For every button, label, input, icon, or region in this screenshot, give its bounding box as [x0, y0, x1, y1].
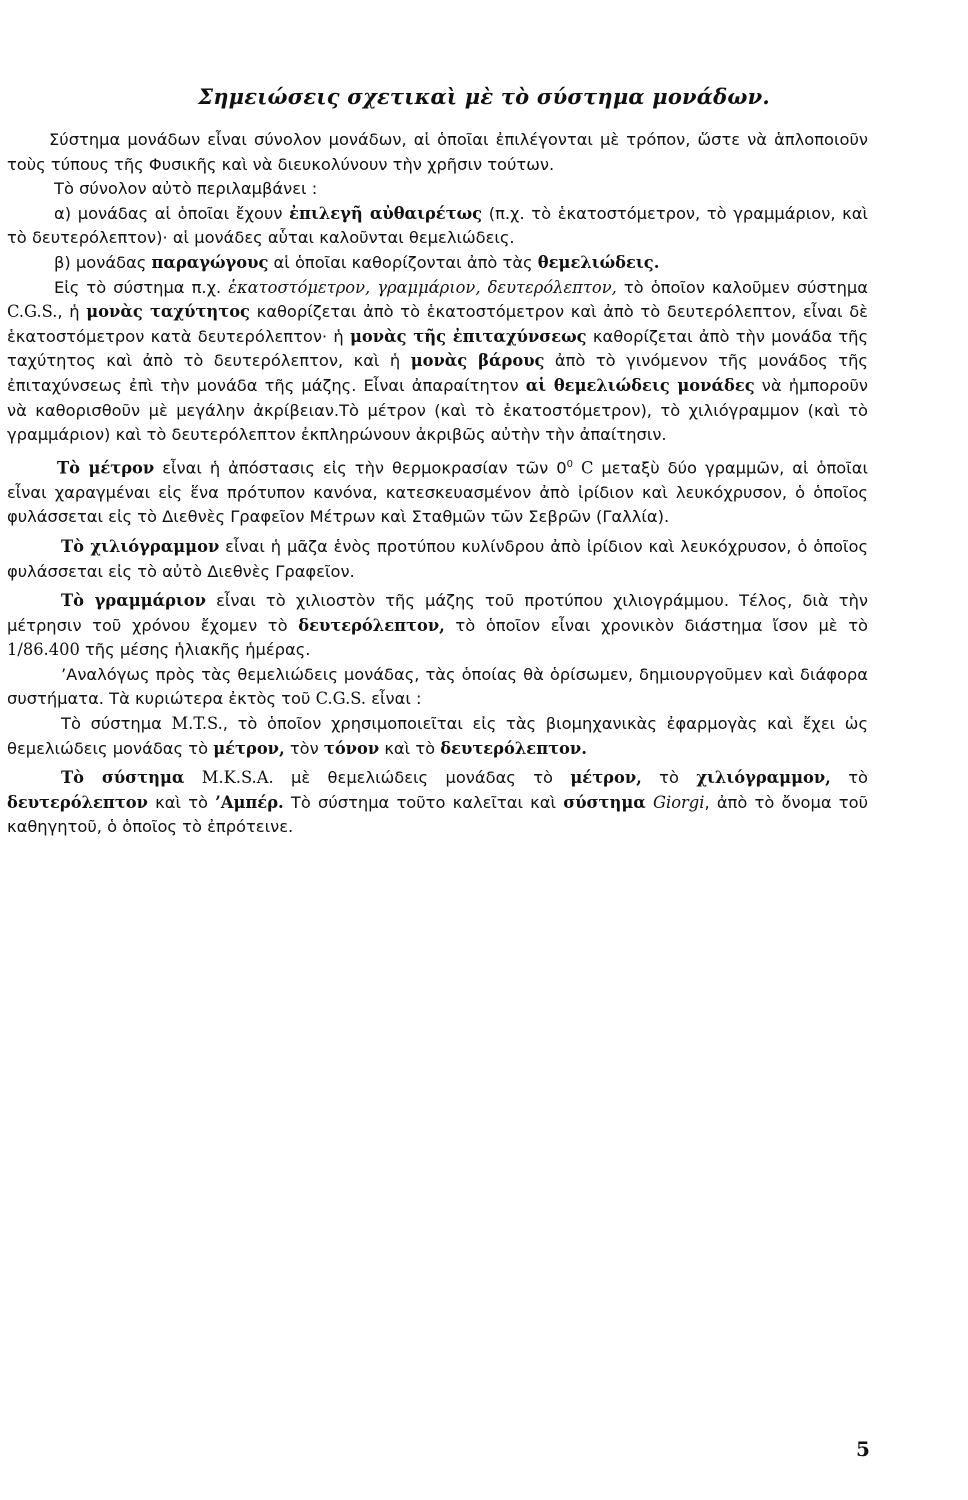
- paragraph-gram: [7, 589, 868, 663]
- text-run: τὸ: [830, 768, 868, 788]
- paragraph-definition: Σύστημα μονάδων εἶναι σύνολον μονάδων, αἱ ὁποῖαι ἐπιλέγονται μὲ τρόπον, ὥστε νὰ ἁπλοποιοῦν τοὺς τύπους τῆς Φυσικῆς καὶ νὰ διευκολύνουν τὴν χρῆσιν τούτων.: [7, 130, 868, 174]
- bold-term: ἐπιλεγῆ αὐθαιρέτως: [289, 203, 483, 223]
- page-number: 5: [856, 1437, 870, 1461]
- text-run: εἶναι ἡ ἀπόστασις εἰς τὴν θερμοκρασίαν τῶν: [154, 458, 557, 478]
- celsius-unit: C: [572, 458, 594, 478]
- text-run: , ἀπὸ τὸ ὄνομα τοῦ καθηγητοῦ, ὁ ὁποῖος τὸ ἐπρότεινε.: [7, 792, 868, 837]
- bold-term: θεμελιώδεις.: [537, 252, 660, 272]
- text-run: ’Αναλόγως πρὸς τὰς θεμελιώδεις μονάδας, τὰς ὁποίας θὰ ὁρίσωμεν, δημιουργοῦμεν καὶ διάφορα συστήματα. Τὰ κυριώτερα ἐκτὸς τοῦ: [7, 664, 868, 709]
- text-run: καὶ τὸ: [379, 738, 441, 758]
- bold-term: αἱ θεμελιώδεις μονάδες: [525, 375, 755, 395]
- bold-term: τόνον: [323, 738, 380, 758]
- paragraph-fundamental-units: [7, 202, 868, 251]
- bold-term: παραγώγους: [151, 252, 269, 272]
- paragraph-derived-units: [7, 251, 868, 276]
- italic-name: Giorgi: [653, 792, 705, 812]
- text-run: καὶ τὸ: [147, 792, 216, 812]
- system-abbrev: C.G.S.: [7, 302, 58, 322]
- text-run: Εἰς τὸ σύστημα π.χ.: [54, 277, 229, 297]
- system-abbrev: C.G.S.: [315, 689, 367, 709]
- text-run: τὸ: [641, 768, 697, 788]
- system-abbrev: M.K.S.A.: [184, 768, 274, 788]
- paragraph-mts-system: [7, 712, 868, 761]
- paragraph-systems-intro: [7, 663, 868, 712]
- bold-term: Τὸ σύστημα: [61, 768, 185, 788]
- bold-term: δευτερόλεπτον: [7, 792, 148, 812]
- bold-term: μονὰς τῆς ἐπιταχύνσεως: [350, 326, 587, 346]
- text-run: τῆς μέσης ἡλιακῆς ἡμέρας.: [79, 640, 311, 660]
- document-body: [7, 128, 868, 840]
- bold-term: δευτερόλεπτον.: [440, 738, 587, 758]
- bold-term: ’Αμπέρ.: [215, 792, 284, 812]
- temperature-value: 0: [556, 458, 567, 478]
- bold-term: μονὰς βάρους: [410, 351, 545, 371]
- bold-term: χιλιόγραμμον,: [696, 768, 831, 788]
- text-run: εἶναι ἡ μᾶζα ἑνὸς προτύπου κυλίνδρου ἀπὸ ἰρίδιον καὶ λευκόχρυσον, ὁ ὁποῖος φυλάσσεται εἰς τὸ αὐτὸ Διεθνὲς Γραφεῖον.: [7, 536, 868, 581]
- paragraph-mksa-system: [7, 766, 868, 840]
- text-run: Τὸ σύστημα τοῦτο καλεῖται καὶ: [283, 792, 564, 812]
- text-run: Τὸ σύστημα: [61, 714, 172, 734]
- text-run: , ἡ: [57, 302, 87, 322]
- paragraph-cgs-system: [7, 276, 868, 448]
- bold-term: μονὰς ταχύτητος: [86, 302, 250, 322]
- text-run: νὰ ἠμποροῦν νὰ καθορισθοῦν μὲ μεγάλην ἀκρίβειαν.Τὸ μέτρον (καὶ τὸ ἑκατοστόμετρον), τὸ χιλιόγραμμον (καὶ τὸ γραμμάριον) καὶ τὸ δευτερόλεπτον ἐκπληρώνουν ἀκριβῶς αὐτὴν τὴν ἀπαίτησιν.: [7, 375, 868, 445]
- text-run: ἀπὸ τὸ γινόμενον τῆς μονάδος τῆς ἐπιταχύνσεως ἐπὶ τὴν μονάδα τῆς μάζης. Εἶναι ἀπαραίτητον: [7, 351, 868, 395]
- text-run: εἶναι :: [366, 689, 422, 709]
- text-run: καθορίζεται ἀπὸ τὴν μονάδα τῆς ταχύτητος καὶ ἀπὸ τὸ δευτερόλεπτον, καὶ ἡ: [7, 326, 869, 371]
- bold-term: Τὸ μέτρον: [57, 458, 155, 478]
- text-run: μὲ θεμελιώδεις μονάδας τὸ: [273, 768, 571, 788]
- text-run: εἶναι τὸ χιλιοστὸν τῆς μάζης τοῦ προτύπου χιλιογράμμου. Τέλος, διὰ τὴν μέτρησιν τοῦ χρόνου ἔχομεν τὸ: [7, 591, 868, 635]
- text-run: τὸ ὁποῖον καλοῦμεν σύστημα: [616, 277, 868, 297]
- text-run: μεταξὺ δύο γραμμῶν, αἱ ὁποῖαι εἶναι χαραγμέναι εἰς ἕνα πρότυπον κανόνα, κατεσκευασμένον ἀπὸ ἰρίδιον καὶ λευκόχρυσον, ὁ ὁποῖος φυλάσσεται εἰς τὸ Διεθνὲς Γραφεῖον Μέτρων καὶ Σταθμῶν τῶν Σεβρῶν (Γαλλία).: [7, 458, 868, 527]
- system-abbrev: M.T.S.: [171, 714, 223, 734]
- text-run: τὸν: [284, 738, 324, 758]
- text-run: [646, 793, 653, 812]
- bold-term: Τὸ γραμμάριον: [61, 591, 206, 611]
- text-run: καθορίζεται ἀπὸ τὸ ἑκατοστόμετρον καὶ ἀπὸ τὸ δευτερόλεπτον, εἶναι δὲ ἑκατοστόμετρον κατὰ δευτερόλεπτον· ἡ: [7, 302, 868, 346]
- text-run: α) μονάδας αἱ ὁποῖαι ἔχουν: [54, 203, 290, 223]
- text-run: αἱ ὁποῖαι καθορίζονται ἀπὸ τὰς: [268, 252, 538, 272]
- fraction-value: 1/86.400: [7, 640, 80, 660]
- bold-term: δευτερόλεπτον,: [298, 615, 445, 635]
- paragraph-metre: [7, 453, 868, 530]
- bold-term: μέτρον,: [570, 768, 642, 788]
- text-run: τὸ ὁποῖον εἶναι χρονικὸν διάστημα ἴσον μὲ τὸ: [444, 615, 868, 635]
- text-run: , τὸ ὁποῖον χρησιμοποιεῖται εἰς τὰς βιομηχανικὰς ἐφαρμογὰς καὶ ἔχει ὡς θεμελιώδεις μονάδας τὸ: [7, 714, 868, 758]
- paragraph-includes: Τὸ σύνολον αὐτὸ περιλαμβάνει :: [54, 179, 318, 199]
- degree-superscript: 0: [566, 458, 573, 470]
- italic-term: ἑκατοστόμετρον, γραμμάριον, δευτερόλεπτον,: [228, 277, 617, 297]
- text-run: (π.χ. τὸ ἑκατοστόμετρον, τὸ γραμμάριον, καὶ τὸ δευτερόλεπτον)· αἱ μονάδες αὗται καλοῦνται θεμελιώδεις.: [7, 203, 868, 248]
- text-run: β) μονάδας: [54, 252, 152, 272]
- page-title: Σημειώσεις σχετικαὶ μὲ τὸ σύστημα μονάδων.: [198, 84, 770, 109]
- bold-term: σύστημα: [563, 792, 646, 812]
- bold-term: μέτρον,: [213, 738, 285, 758]
- paragraph-kilogram: [7, 535, 868, 584]
- bold-term: Τὸ χιλιόγραμμον: [61, 536, 220, 556]
